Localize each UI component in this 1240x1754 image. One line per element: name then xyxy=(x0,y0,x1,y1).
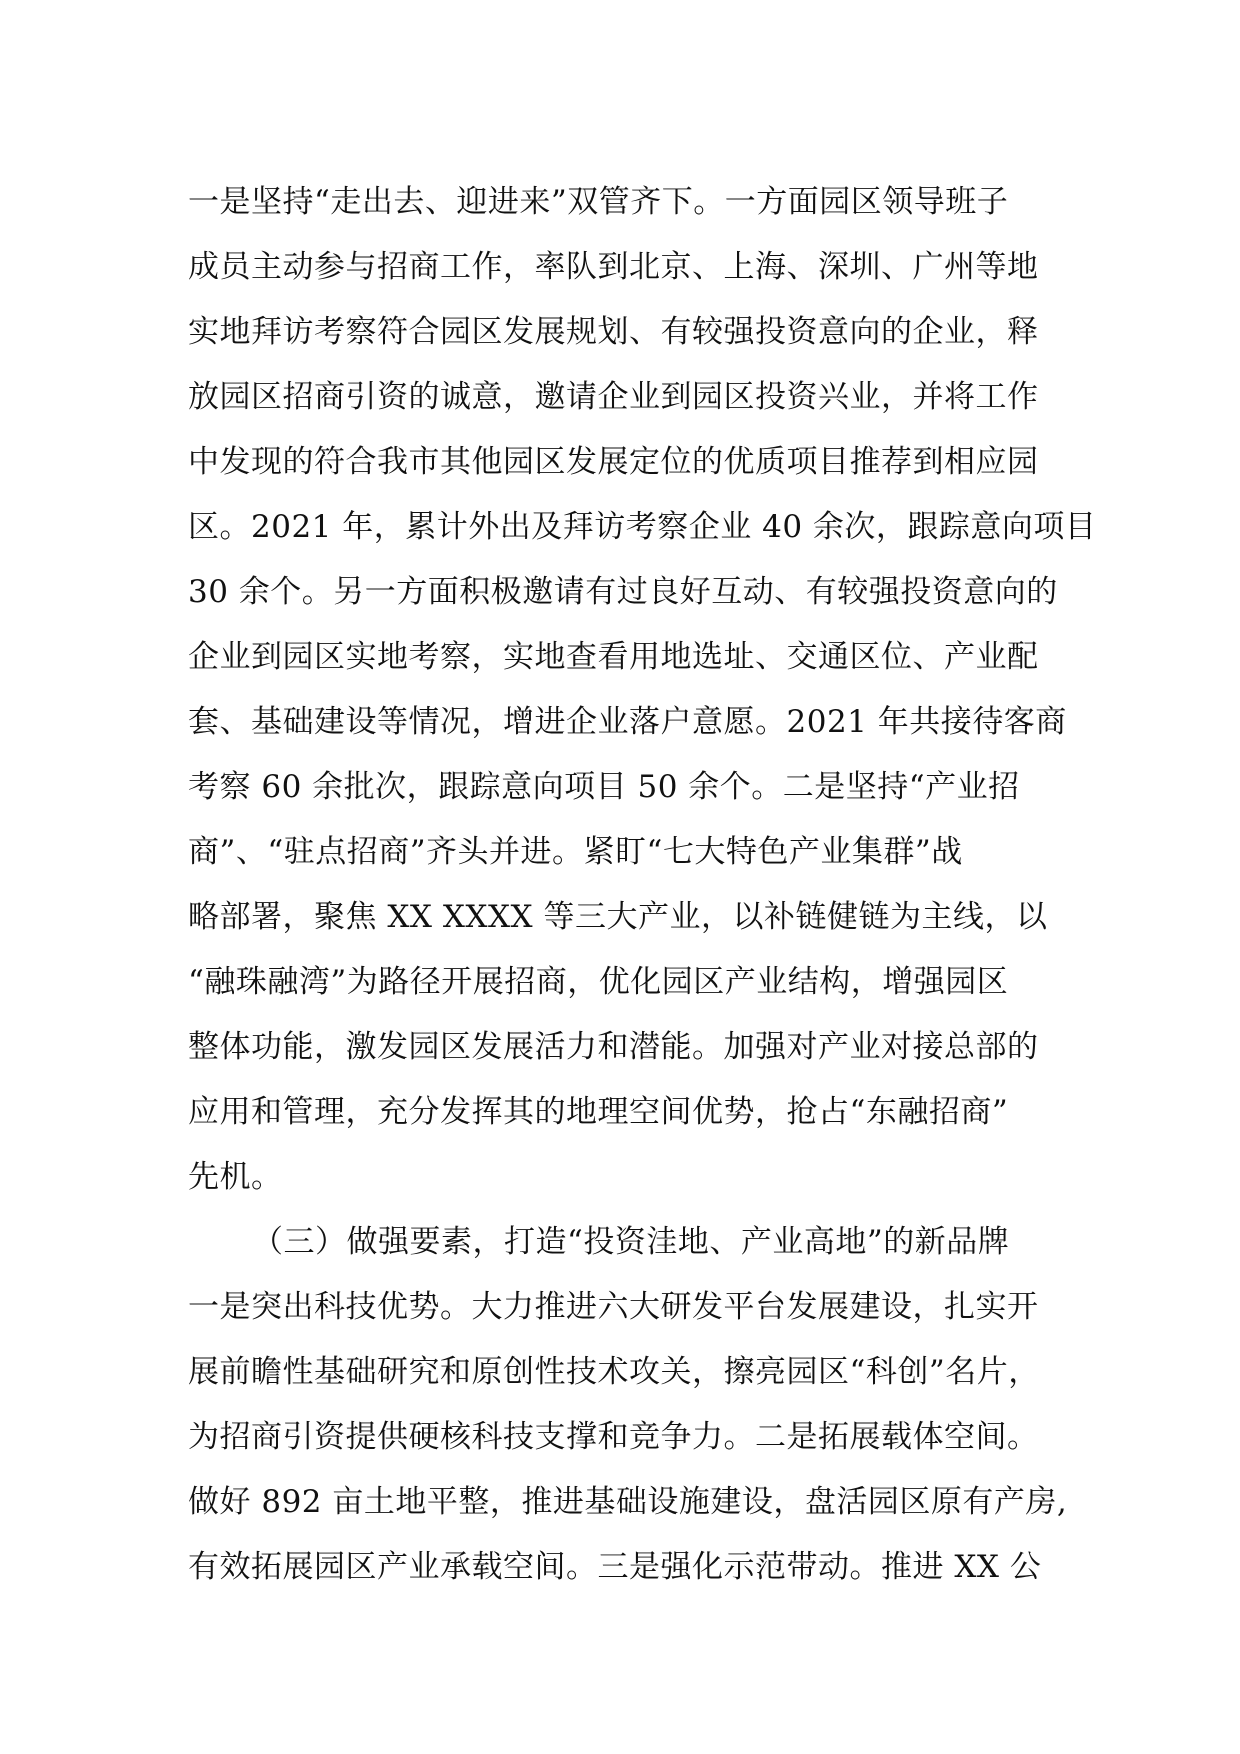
text-line: 做好 892 亩土地平整，推进基础设施建设，盘活园区原有产房, xyxy=(188,1484,1068,1520)
text-line: 考察 60 余批次，跟踪意向项目 50 余个。二是坚持“产业招 xyxy=(188,769,1020,805)
text-line: 实地拜访考察符合园区发展规划、有较强投资意向的企业，释 xyxy=(188,314,1039,350)
text-line: 有效拓展园区产业承载空间。三是强化示范带动。推进 XX 公 xyxy=(188,1549,1042,1585)
text-line: 30 余个。另一方面积极邀请有过良好互动、有较强投资意向的 xyxy=(188,574,1058,610)
text-line: 一是坚持“走出去、迎进来”双管齐下。一方面园区领导班子 xyxy=(188,184,1009,220)
text-line: 展前瞻性基础研究和原创性技术攻关，擦亮园区“科创”名片， xyxy=(188,1354,1040,1390)
text-line: 一是突出科技优势。大力推进六大研发平台发展建设，扎实开 xyxy=(188,1289,1039,1325)
text-line: 整体功能，激发园区发展活力和潜能。加强对产业对接总部的 xyxy=(188,1029,1039,1065)
section-heading: （三）做强要素，打造“投资洼地、产业高地”的新品牌 xyxy=(252,1224,1010,1260)
text-line: 应用和管理，充分发挥其的地理空间优势，抢占“东融招商” xyxy=(188,1094,1009,1130)
text-line: 为招商引资提供硬核科技支撑和竞争力。二是拓展载体空间。 xyxy=(188,1419,1039,1455)
text-line: 区。2021 年，累计外出及拜访考察企业 40 余次，跟踪意向项目 xyxy=(188,509,1097,545)
text-line: 中发现的符合我市其他园区发展定位的优质项目推荐到相应园 xyxy=(188,444,1039,480)
text-line: 先机。 xyxy=(188,1159,283,1195)
body-text xyxy=(188,170,1097,1600)
text-line: “融珠融湾”为路径开展招商，优化园区产业结构，增强园区 xyxy=(188,964,1009,1000)
text-line: 套、基础建设等情况，增进企业落户意愿。2021 年共接待客商 xyxy=(188,704,1067,740)
text-line: 商”、“驻点招商”齐头并进。紧盯“七大特色产业集群”战 xyxy=(188,834,963,870)
text-line: 放园区招商引资的诚意，邀请企业到园区投资兴业，并将工作 xyxy=(188,379,1039,415)
text-line: 企业到园区实地考察，实地查看用地选址、交通区位、产业配 xyxy=(188,639,1039,675)
text-line: 成员主动参与招商工作，率队到北京、上海、深圳、广州等地 xyxy=(188,249,1039,285)
text-line: 略部署，聚焦 XX XXXX 等三大产业，以补链健链为主线，以 xyxy=(188,899,1048,935)
